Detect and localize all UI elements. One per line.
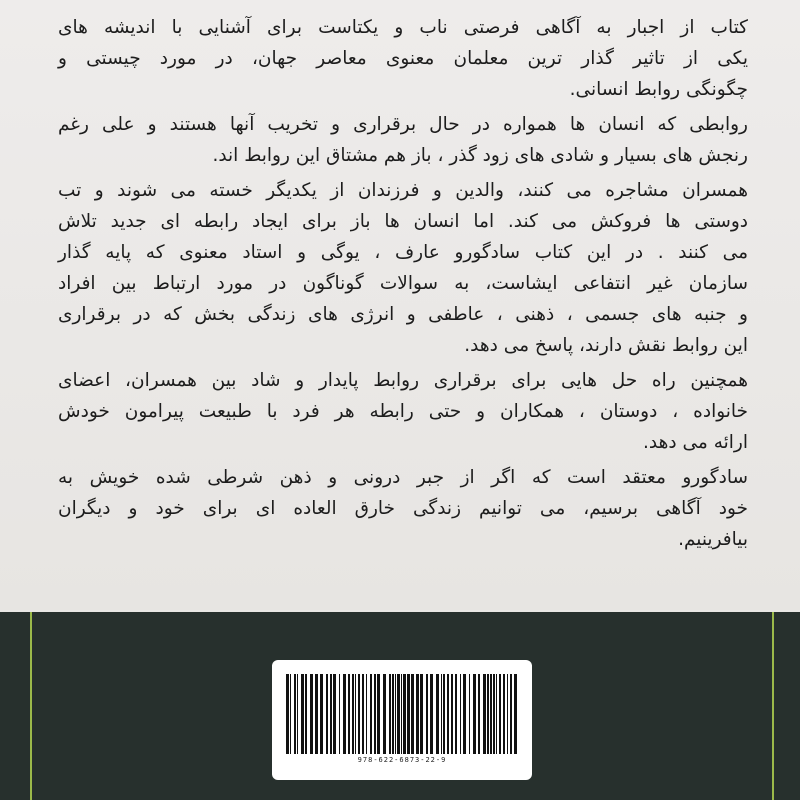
barcode-bar — [407, 674, 410, 754]
text-line: بیافرینیم. — [678, 529, 748, 550]
paragraph-5 — [58, 462, 748, 555]
text-line: می کنند . در این کتاب سادگورو عارف ، یوگی و استاد معنوی که پایه گذار — [58, 242, 748, 263]
text-line: سادگورو معتقد است که اگر از جبر درونی و ذهن شرطی شده خویش به — [58, 467, 748, 488]
barcode-bar — [443, 674, 445, 754]
text-line: و جنبه های جسمی ، ذهنی ، عاطفی و انرژی های زندگی بخش که در برقراری — [58, 304, 748, 325]
isbn-number: 978-622-6873-22-9 — [357, 756, 447, 764]
text-line: رنجش های بسیار و شادی های زود گذر ، باز هم مشتاق این روابط اند. — [212, 145, 748, 166]
left-accent-line — [30, 612, 32, 800]
barcode-bar — [411, 674, 414, 754]
barcode-bar — [326, 674, 328, 754]
barcode-bar — [420, 674, 423, 754]
text-line: روابطی که انسان ها همواره در حال برقراری و تخریب آنها هستند و علی رغم — [58, 114, 748, 135]
barcode-bar — [463, 674, 466, 754]
barcode-bar — [366, 674, 367, 754]
text-line: یکی از تاثیر گذار ترین معلمان معنوی معاصر جهان، در مورد چیستی و — [58, 48, 748, 69]
barcode-bar — [460, 674, 461, 754]
barcode-bar — [290, 674, 291, 754]
barcode-bar — [469, 674, 470, 754]
barcode-bar — [395, 674, 396, 754]
text-line: سازمان غیر انتفاعی ایشاست، به سوالات گوناگون در مورد ارتباط بین افراد — [58, 273, 748, 294]
barcode-bar — [397, 674, 400, 754]
barcode-bar — [447, 674, 449, 754]
text-line: کتاب از اجبار به آگاهی فرصتی ناب و یکتاست برای آشنایی با اندیشه های — [58, 17, 748, 38]
barcode-bar — [294, 674, 296, 754]
barcode-bar — [426, 674, 428, 754]
barcode-bar — [507, 674, 508, 754]
barcode — [286, 674, 518, 754]
paragraph-3 — [58, 175, 748, 361]
barcode-bar — [315, 674, 318, 754]
text-line: دوستی ها فروکش می کند. اما انسان ها باز برای ایجاد رابطه ای جدید تلاش — [58, 211, 748, 232]
barcode-bar — [496, 674, 497, 754]
barcode-bar — [490, 674, 492, 754]
barcode-label — [272, 660, 532, 780]
barcode-bar — [483, 674, 486, 754]
barcode-bar — [348, 674, 350, 754]
text-line: همسران مشاجره می کنند، والدین و فرزندان از یکدیگر خسته می شوند و تب — [58, 180, 748, 201]
text-line: ارائه می دهد. — [643, 432, 748, 453]
barcode-bar — [320, 674, 323, 754]
paragraph-1 — [58, 12, 748, 105]
barcode-bar — [514, 674, 517, 754]
barcode-bar — [403, 674, 406, 754]
barcode-bar — [339, 674, 340, 754]
barcode-bar — [333, 674, 336, 754]
barcode-bar — [430, 674, 433, 754]
barcode-bar — [499, 674, 501, 754]
barcode-bar — [310, 674, 313, 754]
barcode-bar — [377, 674, 380, 754]
barcode-bar — [343, 674, 346, 754]
barcode-bar — [510, 674, 512, 754]
barcode-bar — [389, 674, 391, 754]
barcode-bar — [352, 674, 354, 754]
barcode-bar — [451, 674, 453, 754]
text-line: این روابط نقش دارند، پاسخ می دهد. — [464, 335, 748, 356]
barcode-bar — [358, 674, 360, 754]
text-line: چگونگی روابط انسانی. — [569, 79, 748, 100]
text-line: خانواده ، دوستان ، همکاران و حتی رابطه هر فرد با طبیعت پیرامون خودش — [58, 401, 748, 422]
barcode-bar — [487, 674, 489, 754]
barcode-bar — [305, 674, 307, 754]
barcode-bar — [493, 674, 495, 754]
barcode-bar — [416, 674, 419, 754]
barcode-bar — [401, 674, 402, 754]
back-cover-text — [58, 12, 748, 559]
barcode-bar — [297, 674, 298, 754]
barcode-bar — [473, 674, 476, 754]
barcode-bar — [301, 674, 304, 754]
barcode-bar — [330, 674, 332, 754]
barcode-bar — [370, 674, 372, 754]
paragraph-4 — [58, 365, 748, 458]
barcode-bar — [455, 674, 457, 754]
text-line: خود آگاهی برسیم، می توانیم زندگی خارق العاده ای برای خود و دیگران — [58, 498, 748, 519]
barcode-bar — [355, 674, 356, 754]
barcode-bar — [436, 674, 439, 754]
barcode-bar — [383, 674, 386, 754]
barcode-bar — [503, 674, 505, 754]
barcode-bar — [374, 674, 376, 754]
barcode-bar — [392, 674, 394, 754]
right-accent-line — [772, 612, 774, 800]
barcode-bar — [362, 674, 364, 754]
text-line: همچنین راه حل هایی برای برقراری روابط پایدار و شاد بین همسران، اعضای — [58, 370, 748, 391]
paragraph-2 — [58, 109, 748, 171]
barcode-bar — [441, 674, 442, 754]
barcode-bar — [478, 674, 480, 754]
barcode-bar — [286, 674, 289, 754]
